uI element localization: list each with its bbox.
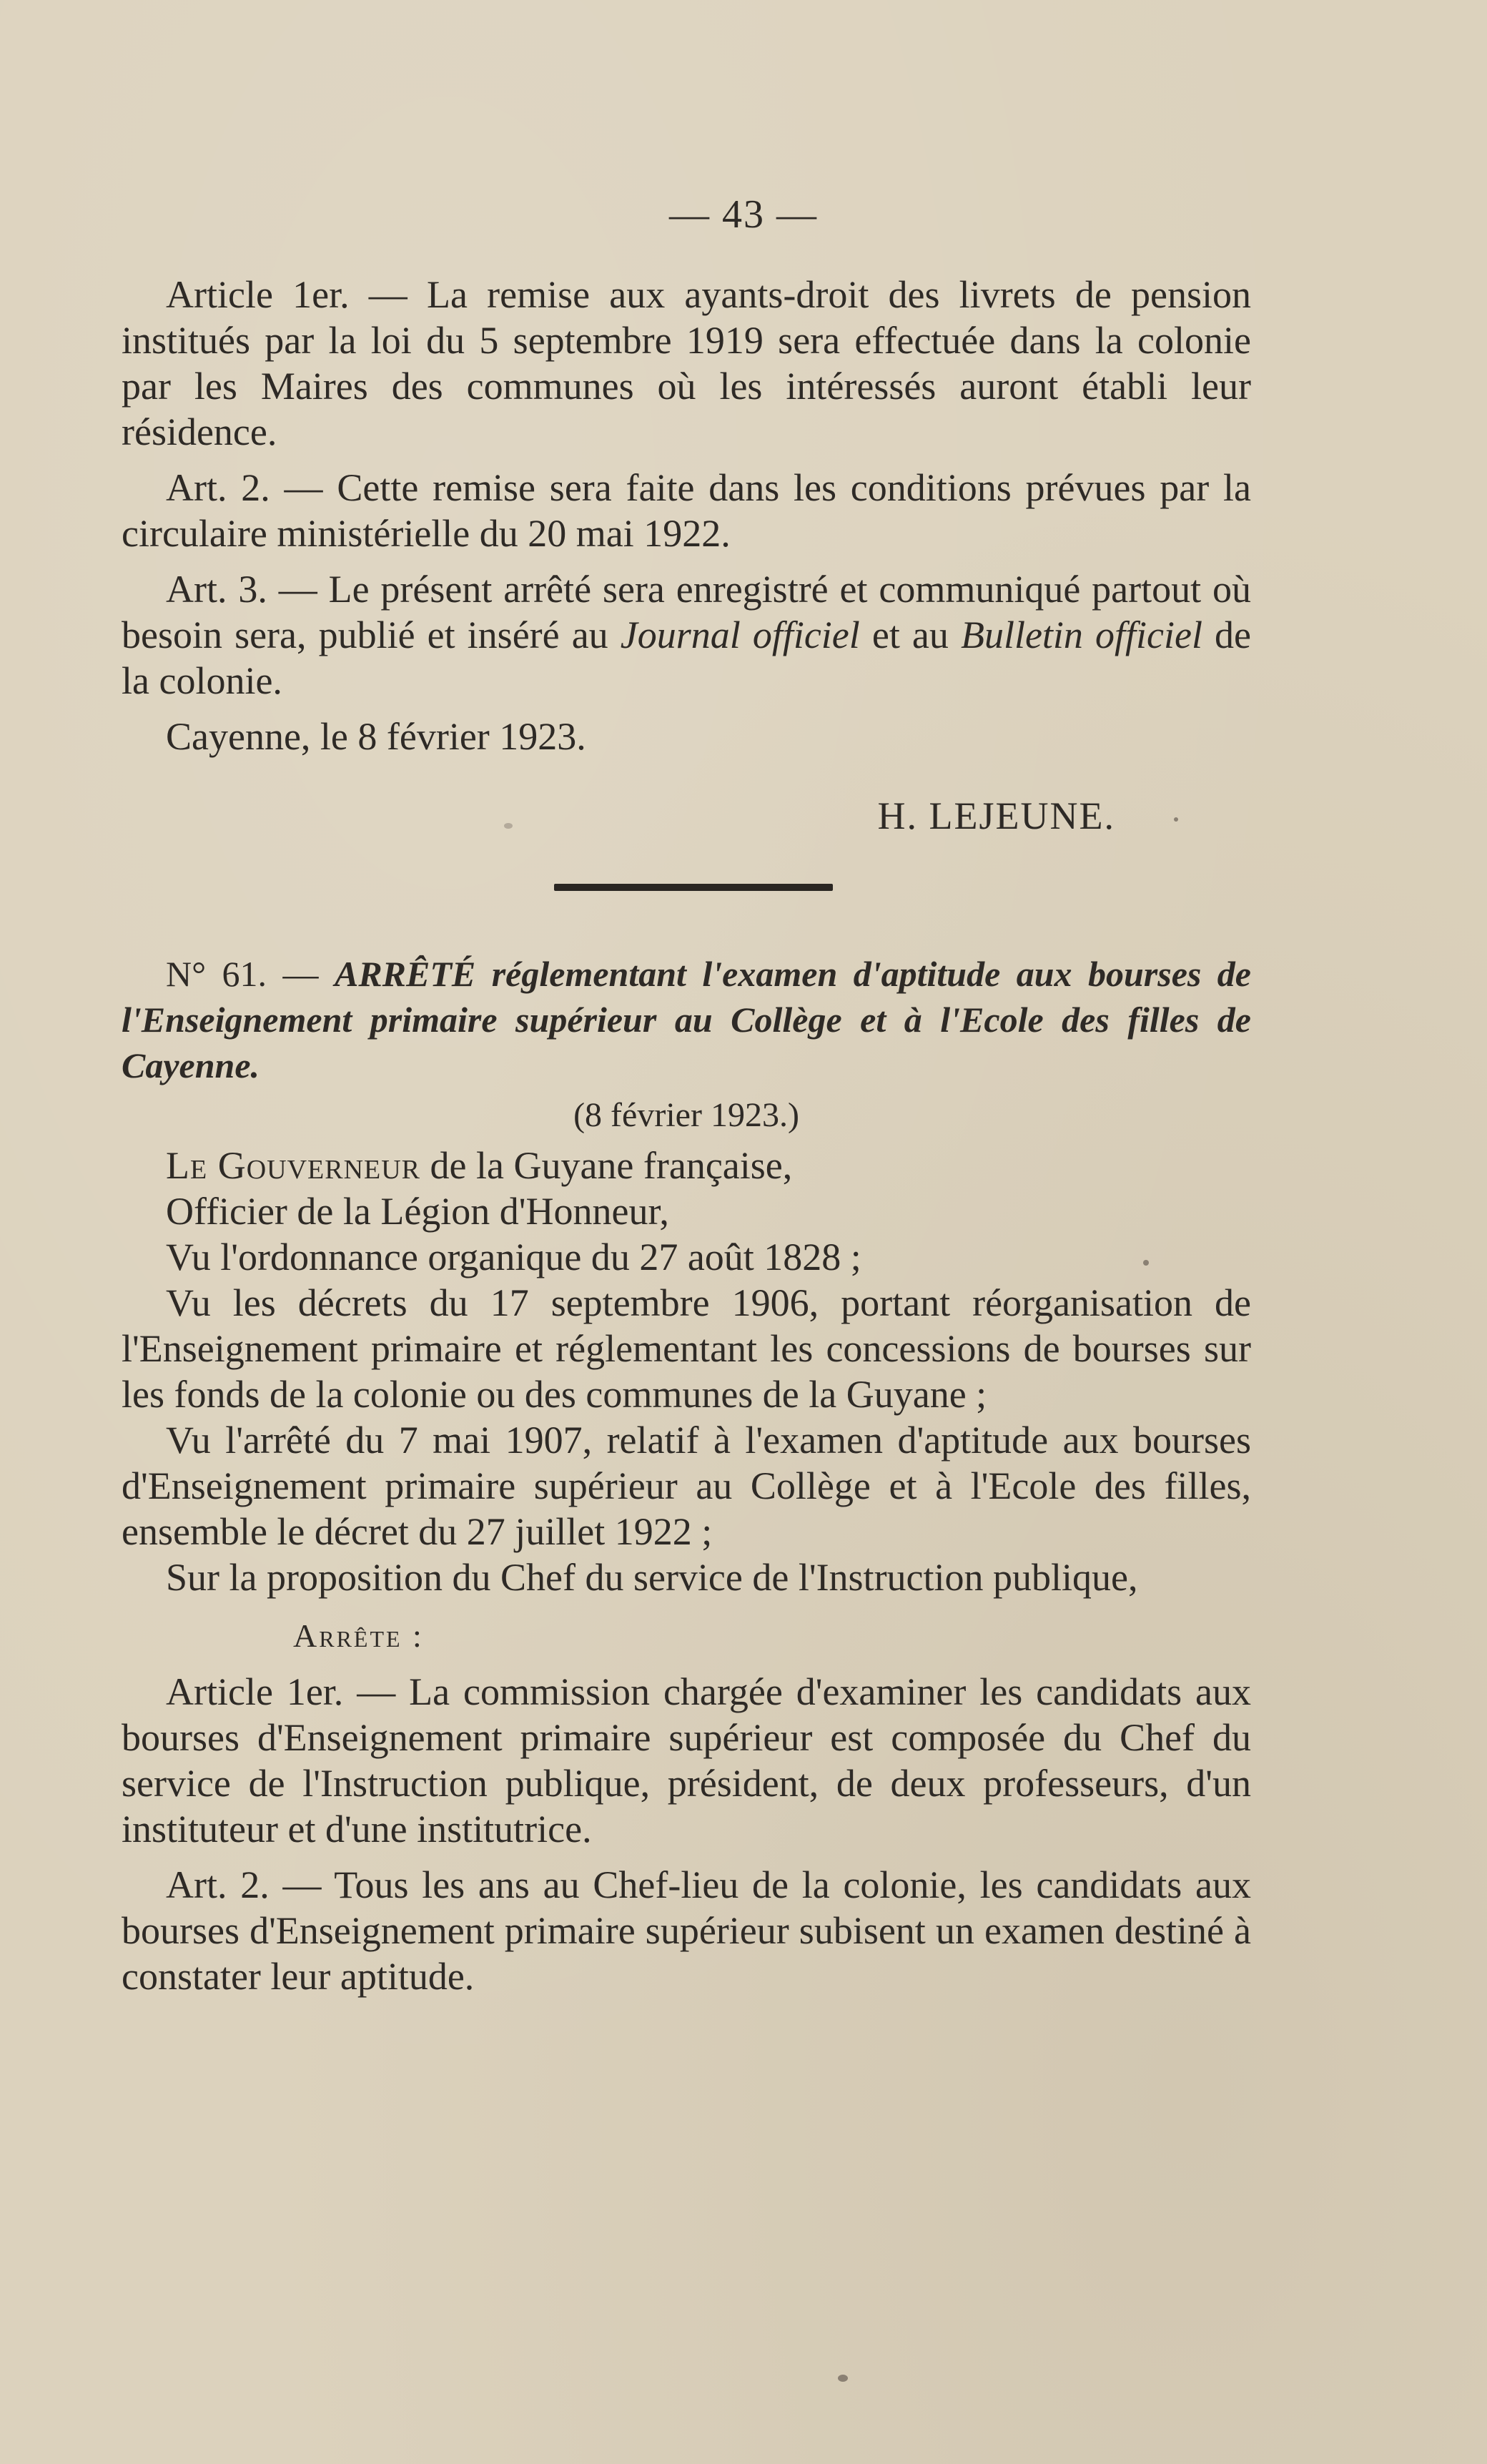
bulletin-officiel: Bulletin officiel (960, 613, 1202, 656)
ink-speck (1174, 817, 1178, 822)
decree-article-1-text: — La commission chargée d'examiner les candidats aux bourses d'Enseignement primaire supérieur est composée du Chef du service de l'Instruction publique, président, de deux professeurs, d'un instituteur et d'une institutrice. (122, 1670, 1251, 1851)
arrete-heading: Arrête : (293, 1617, 424, 1654)
officer-line: Officier de la Légion d'Honneur, (166, 1190, 669, 1233)
previous-decree-end (122, 272, 1251, 759)
governor-line (122, 1143, 1251, 1188)
decree-date: (8 février 1923.) (573, 1096, 799, 1134)
article-1-label: Article 1er. (166, 273, 350, 316)
article-3-text-b: et au (859, 613, 961, 656)
governor-title: Le Gouverneur (166, 1144, 421, 1187)
article-1-text: — La remise aux ayants-droit des livrets de pension institués par la loi du 5 septembre 1919 sera effectuée dans la colonie par les Maires des communes où les intéressés auront établi leur résidence. (122, 273, 1251, 453)
signature: H. LEJEUNE. (877, 794, 1115, 837)
vu-arrete: Vu l'arrêté du 7 mai 1907, relatif à l'examen d'aptitude aux bourses d'Enseignement primaire supérieur au Collège et à l'Ecole des filles, ensemble le décret du 27 juillet 1922 ; (122, 1419, 1251, 1553)
decree-number: N° 61. — (166, 954, 335, 994)
article-1-paragraph (122, 272, 1251, 455)
governor-rest: de la Guyane française, (420, 1144, 793, 1187)
vu-ordonnance: Vu l'ordonnance organique du 27 août 1828 ; (166, 1236, 861, 1278)
page-number: — 43 — (669, 192, 818, 237)
vu-decrets: Vu les décrets du 17 septembre 1906, portant réorganisation de l'Enseignement primaire et réglementant les concessions de bourses sur les fonds de la colonie ou des communes de la Guyane ; (122, 1281, 1251, 1416)
decree-61 (122, 951, 1251, 1999)
ink-speck (504, 823, 513, 829)
decree-article-1 (122, 1669, 1251, 1852)
ink-speck (1143, 1260, 1149, 1266)
ink-speck (838, 2375, 848, 2382)
decree-title: ARRÊTÉ réglementant l'examen d'aptitude aux bourses de l'Enseignement primaire supérieur au Collège et à l'Ecole des filles de Cayenne. (122, 954, 1251, 1085)
article-3-paragraph (122, 566, 1251, 704)
sur-proposition: Sur la proposition du Chef du service de l'Instruction publique, (166, 1556, 1138, 1599)
place-date: Cayenne, le 8 février 1923. (166, 715, 586, 758)
decree-article-1-label: Article 1er. (166, 1670, 344, 1713)
decree-heading (122, 951, 1251, 1088)
section-divider (554, 884, 833, 891)
article-3-text-c: de la colonie. (122, 613, 1252, 702)
article-2-paragraph: Art. 2. — Cette remise sera faite dans les conditions prévues par la circulaire ministérielle du 20 mai 1922. (122, 466, 1251, 555)
journal-officiel: Journal officiel (620, 613, 860, 656)
decree-article-2: Art. 2. — Tous les ans au Chef-lieu de la colonie, les candidats aux bourses d'Enseignement primaire supérieur subisent un examen destiné à constater leur aptitude. (122, 1863, 1251, 1998)
article-3-text-a: Art. 3. — Le présent arrêté sera enregistré et communiqué partout où besoin sera, publié et inséré au (122, 568, 1251, 656)
